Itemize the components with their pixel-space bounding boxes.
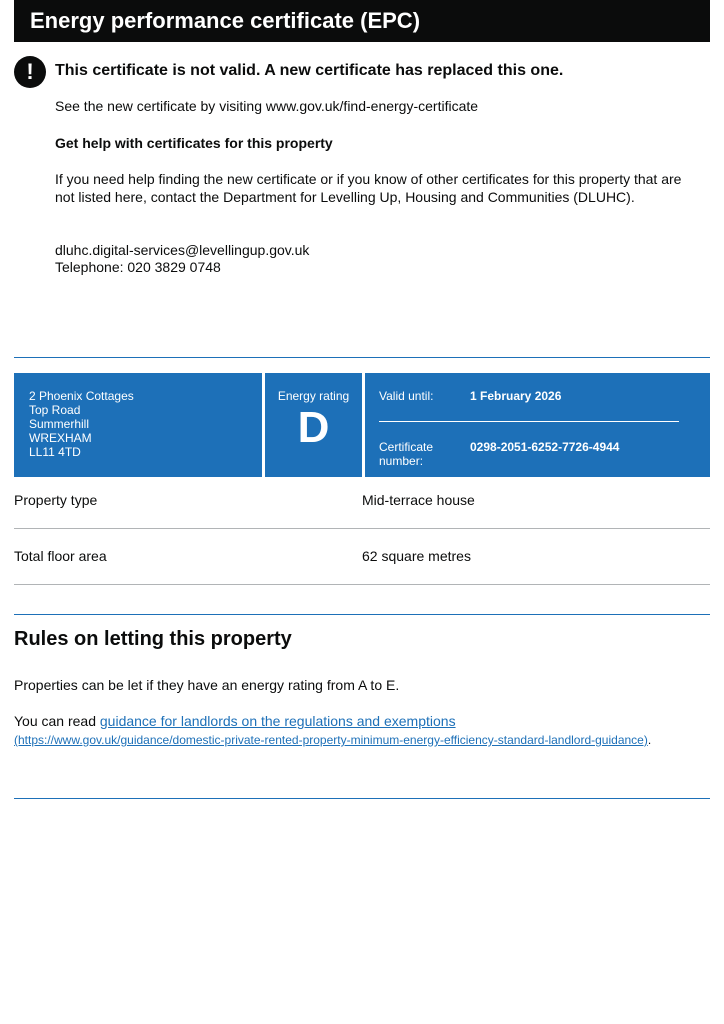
address-line: WREXHAM (29, 431, 92, 445)
property-type-value: Mid-terrace house (362, 492, 475, 508)
row-divider (14, 584, 710, 585)
guidance-paragraph (14, 712, 704, 749)
divider (14, 614, 710, 615)
validity-panel (365, 373, 710, 477)
energy-rating-label: Energy rating (277, 389, 350, 403)
row-divider (14, 528, 710, 529)
property-address (14, 373, 262, 477)
invalid-certificate-notice: This certificate is not valid. A new certificate has replaced this one. (55, 62, 564, 79)
energy-rating-letter: D (297, 403, 330, 452)
see-new-certificate-text: See the new certificate by visiting www.gov.uk/find-energy-certificate (55, 98, 479, 114)
contact-telephone: Telephone: 020 3829 0748 (55, 259, 221, 275)
address-line: Top Road (29, 403, 81, 417)
exclamation-icon: ! (14, 56, 46, 88)
valid-until-label: Valid until: (379, 389, 434, 403)
guidance-prefix: You can read (14, 713, 100, 729)
guidance-link[interactable]: guidance for landlords on the regulations and exemptions (99, 713, 456, 729)
help-text: If you need help finding the new certificate or if you know of other certificates for this property that are not listed here, contact the Department for Levelling Up, Housing and Communities (DLUHC). (55, 171, 682, 205)
letting-heading: Rules on letting this property (14, 628, 292, 650)
property-type-label: Property type (14, 492, 98, 508)
floor-area-label: Total floor area (14, 548, 107, 564)
valid-until-value: 1 February 2026 (470, 389, 562, 403)
validity-divider (379, 421, 679, 422)
page-title: Energy performance certificate (EPC) (14, 0, 710, 42)
guidance-url-link[interactable]: (https://www.gov.uk/guidance/domestic-private-rented-property-minimum-energy-efficiency-standard-landlord-guidance) (14, 733, 648, 747)
certificate-label-line: number: (379, 454, 424, 468)
energy-rating-panel (265, 373, 362, 477)
divider (14, 798, 710, 799)
certificate-label-line: Certificate (379, 440, 434, 454)
divider (14, 357, 710, 358)
guidance-suffix: . (647, 733, 652, 747)
letting-rule-text: Properties can be let if they have an energy rating from A to E. (14, 677, 400, 693)
floor-area-value: 62 square metres (362, 548, 471, 564)
address-line: 2 Phoenix Cottages (29, 389, 134, 403)
contact-email: dluhc.digital-services@levellingup.gov.uk (55, 242, 310, 258)
certificate-number-value: 0298-2051-6252-7726-4944 (470, 440, 620, 454)
address-line: Summerhill (29, 417, 90, 431)
address-line: LL11 4TD (29, 445, 81, 459)
certificate-number-label (379, 440, 433, 468)
help-heading: Get help with certificates for this property (55, 135, 333, 151)
